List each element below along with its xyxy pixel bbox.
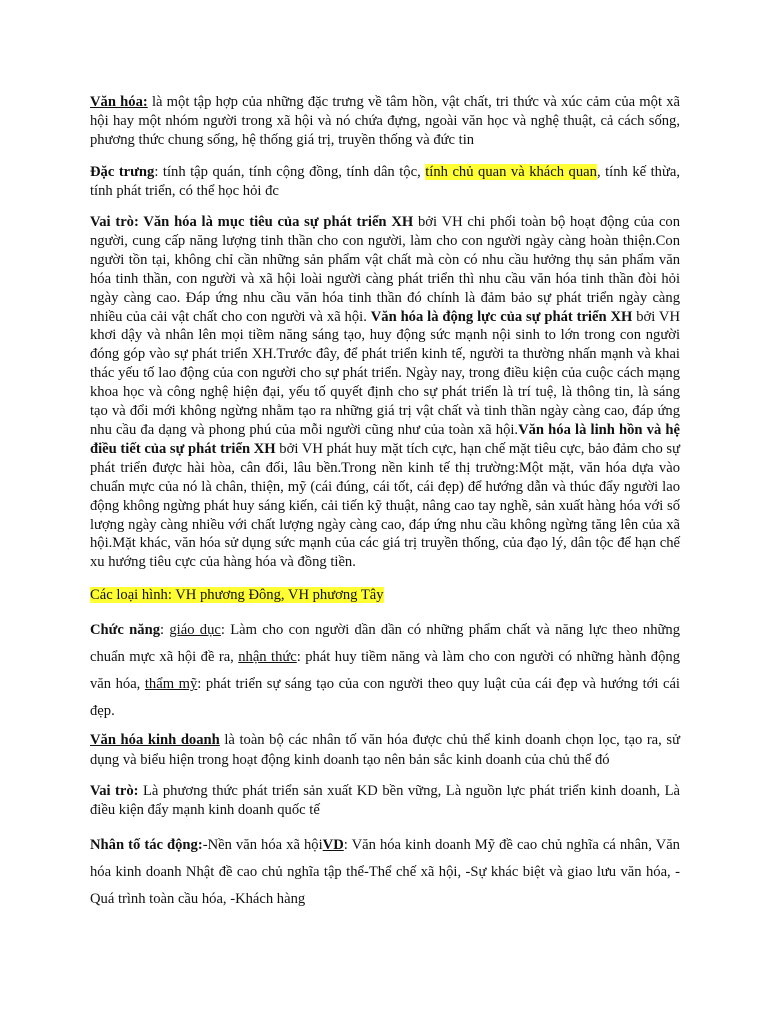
function-education-text: : Làm cho con người dần dần có những phẩm chất và năng lực theo những chuẩn mực xã hội đề ra, — [90, 622, 681, 666]
function-aesthetics: thẩm mỹ — [144, 676, 198, 693]
paragraph-business-culture — [90, 731, 680, 769]
term-van-hoa-kinh-doanh: Văn hóa kinh doanh — [90, 732, 220, 749]
function-aesthetics-text: : phát triển sự sáng tạo của con người theo quy luật của cái đẹp và hướng tới cái đẹp. — [90, 676, 680, 720]
term-vd: VD — [322, 837, 344, 854]
paragraph-types — [90, 586, 680, 605]
function-cognition: nhận thức — [238, 649, 297, 666]
factors-text-end: : Văn hóa kinh doanh Mỹ đề cao chủ nghĩa cá nhân, Văn hóa kinh doanh Nhật đề cao chủ nghĩa tập thể-Thể chế xã hội, -Sự khác biệt và giao lưu văn hóa, -Quá trình toàn cầu hóa, -Khách hàng — [90, 837, 680, 908]
term-nhan-to-tac-dong: Nhân tố tác động: — [90, 837, 203, 854]
role-heading-goal: Vai trò: Văn hóa là mục tiêu của sự phát triển XH — [90, 214, 414, 231]
functions-sep: : — [160, 622, 170, 639]
role-heading-driver: Văn hóa là động lực của sự phát triển XH — [370, 308, 633, 325]
factors-text-start: -Nền văn hóa xã hội — [202, 837, 323, 854]
term-vai-tro: Vai trò: — [90, 782, 139, 799]
role-goal-text: bởi VH chi phối toàn bộ hoạt động của con người, cung cấp năng lượng tinh thần cho con người, làm cho con người ngày càng hoàn thiện.Con người tồn tại, không chỉ cần những sản phẩm vật chất mà còn có nhu cầu hưởng thụ sản phẩm văn hóa tinh thần, con người và xã hội loài người càng phát triển thì nhu cầu văn hóa tinh thần đòi hỏi ngày càng cao. Đáp ứng nhu cầu văn hóa tinh thần đó chính là đảm bảo sự phát triển ngày càng nhiều của cải vật chất cho con người và xã hội. — [90, 214, 681, 325]
paragraph-roles — [90, 213, 680, 572]
paragraph-characteristics — [90, 163, 680, 201]
business-roles-text: Là phương thức phát triển sản xuất KD bền vững, Là nguồn lực phát triển kinh doanh, Là điều kiện đẩy mạnh kinh doanh quốc tế — [90, 782, 680, 819]
role-driver-text: bởi VH khơi dậy và nhân lên mọi tiềm năng sáng tạo, huy động sức mạnh nội sinh to lớn trong con người đóng góp vào sự phát triển XH.Trước đây, để phát triển kinh tế, người ta thường nhấn mạnh và khai thác yếu tố lao động của con người cho sự phát triển. Ngày nay, trong điều kiện của cuộc cách mạng khoa học và công nghệ hiện đại, yếu tố quyết định cho sự phát triển là trí tuệ, là thông tin, là sáng tạo và đổi mới không ngừng nhằm tạo ra những giá trị vật chất và tinh thần ngày càng cao, đáp ứng nhu cầu đa dạng và phong phú của mỗi người cũng như của toàn xã hội. — [90, 308, 680, 438]
function-education: giáo dục — [169, 622, 221, 639]
paragraph-factors — [90, 832, 680, 913]
characteristics-text-end: , tính kế thừa, tính phát triển, có thể học hỏi đc — [90, 163, 680, 199]
role-heading-soul: Văn hóa là linh hồn và hệ điều tiết của sự phát triển XH — [90, 421, 680, 457]
term-van-hoa: Văn hóa: — [90, 94, 148, 110]
term-dac-trung: Đặc trưng — [90, 163, 155, 180]
role-soul-text: bởi VH phát huy mặt tích cực, hạn chế mặt tiêu cực, bảo đảm cho sự phát triển được hài hòa, cân đối, lâu bền.Trong nền kinh tế thị trường:Một mặt, văn hóa dựa vào chuẩn mực của nó là chân, thiện, mỹ (cái đúng, cái tốt, cái đẹp) để hướng dẫn và thúc đẩy người lao động không ngừng phát huy sáng kiến, cải tiến kỹ thuật, nâng cao tay nghề, sản xuất hàng hóa với số lượng ngày càng nhiều với chất lượng ngày càng cao, đáp ứng nhu cầu không ngừng tăng lên của xã hội.Mặt khác, văn hóa sử dụng sức mạnh của các giá trị truyền thống, của đạo lý, dân tộc để hạn chế xu hướng tiêu cực của hàng hóa và đồng tiền. — [90, 440, 680, 571]
definition-text: là một tập hợp của những đặc trưng về tâm hồn, vật chất, tri thức và xúc cảm của một xã hội hay một nhóm người trong xã hội và nó chứa đựng, ngoài văn học và nghệ thuật, cả cách sống, phương thức chung sống, hệ thống giá trị, truyền thống và đức tin — [90, 94, 680, 149]
highlighted-characteristic: tính chủ quan và khách quan — [425, 163, 597, 180]
paragraph-business-roles — [90, 782, 680, 820]
paragraph-functions — [90, 617, 680, 725]
business-culture-text: là toàn bộ các nhân tố văn hóa được chủ thể kinh doanh chọn lọc, tạo ra, sử dụng và biểu hiện trong hoạt động kinh doanh tạo nên bản sắc kinh doanh của chủ thể đó — [90, 732, 680, 768]
function-cognition-text: : phát huy tiềm năng và làm cho con người có những hành động văn hóa, — [90, 649, 680, 693]
characteristics-text-start: : tính tập quán, tính cộng đồng, tính dân tộc, — [154, 163, 426, 180]
paragraph-definition — [90, 93, 680, 151]
term-chuc-nang: Chức năng — [90, 622, 161, 639]
types-highlighted-text: Các loại hình: VH phương Đông, VH phương Tây — [90, 587, 384, 604]
